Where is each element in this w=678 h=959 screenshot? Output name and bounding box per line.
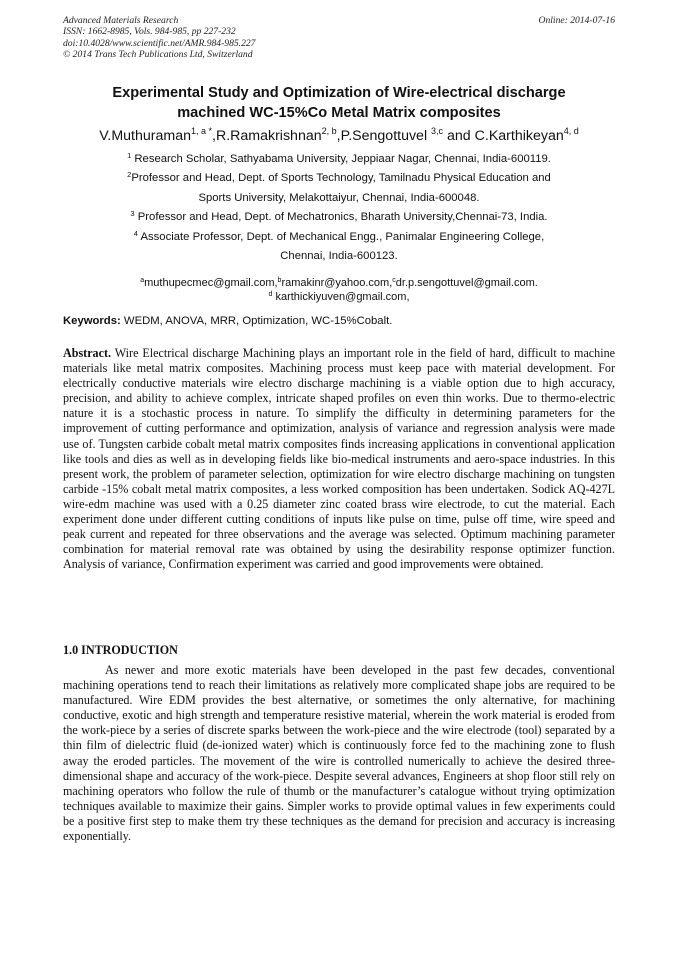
abstract-text: Wire Electrical discharge Machining plays an important role in the field of hard, difficult to machine materials like metal matrix composites. Machining process must keep pace with material development. For electrically conductive materials wire electro discharge machining is a viable option due to high accuracy, precision, and ability to achieve complex, intricate shaped profiles on even thin works. Due to thermo-electric nature it is a stochastic process in nature. To simplify the difficulty in determining parameters for the improvement of cutting performance and optimization, analysis of variance and regression analysis were made use of. Tungsten carbide cobalt metal matrix composites finds increasing applications in conventional application like tools and dies as well as in developing fields like bio-medical instruments and aero-space industries. In this present work, the problem of parameter selection, optimization for wire electro discharge machining on tungsten carbide -15% cobalt metal matrix composites, a less worked composition has been undertaken. Sodick AQ-427L wire-edm machine was used with a 0.25 diameter zinc coated brass wire electrode, to cut the material. Each experiment done under different cutting conditions of inputs like pulse on time, pulse off time, wire speed and peak current and repeated for three observations and the average was selected. Optimum machining parameter combination for material removal rate was obtained by using the desirability response optimizer function. Analysis of variance, Confirmation experiment was carried and good improvements were obtained. — [63, 346, 615, 572]
author-name: P.Sengottuvel — [340, 128, 432, 144]
author-name: C.Karthikeyan — [474, 128, 564, 144]
keywords-label: Keywords: — [63, 315, 121, 327]
journal-doi: doi:10.4028/www.scientific.net/AMR.984-985.227 — [63, 37, 256, 49]
email-link[interactable]: dr.p.sengottuvel@gmail.com. — [395, 277, 538, 289]
email-link[interactable]: karthickiyuven@gmail.com, — [275, 291, 410, 303]
author-sep: , — [212, 128, 216, 144]
author-list — [63, 127, 615, 145]
abstract-label: Abstract. — [63, 346, 112, 360]
online-date: Online: 2014-07-16 — [538, 15, 615, 26]
email-link[interactable]: muthupecmec@gmail.com, — [144, 277, 278, 289]
affiliation-sup: 2 — [127, 170, 132, 180]
title-line-1: Experimental Study and Optimization of Wire-electrical discharge — [112, 85, 566, 101]
affiliation-sup: 4 — [133, 228, 138, 238]
affiliation-sup: 3 — [130, 209, 135, 219]
affiliation-1: $^1$ Research Scholar, Sathyabama University, Jeppiaar Nagar, Chennai, India-600119. — [127, 151, 551, 165]
introduction-paragraph: As newer and more exotic materials have been developed in the past few decades, conventional machining operations tend to reach their limitations as relatively more complicated shape jobs are required to be manufactured. Wire EDM provides the best alternative, or sometimes the only alternative, for machining conductive, exotic and high strength and temperature resistive material, wherein the work material is eroded from the work-piece by a series of discrete sparks between the work-piece and the wire electrode (tool) separated by a thin film of dielectric fluid (de-ionized water) which is continuously force fed to the machining zone to flush away the eroded particles. The movement of the wire is controlled numerically to achieve the desired three-dimensional shape and accuracy of the work-piece. Despite several advances, Engineers at shop floor still rely on machining operators who follow the rule of thumb or the manufacturer’s catalogue without trying optimization techniques available to maximize their gains. Simpler works to provide optimal values in few experiments could be a positive first step to make them try these techniques as the demand for precision and accuracy is increasing exponentially. — [63, 663, 615, 844]
affiliation-4: $^4$ Associate Professor, Dept. of Mechanical Engg., Panimalar Engineering College, — [133, 228, 545, 243]
email-link[interactable]: ramakinr@yahoo.com, — [281, 277, 393, 289]
section-heading: 1.0 INTRODUCTION — [63, 643, 178, 657]
author-sup: 2, b — [321, 126, 337, 136]
author-emails — [63, 276, 615, 304]
affiliations — [63, 150, 615, 266]
affiliation-2-cont: Sports University, Melakottaiyur, Chennai, India-600048. — [198, 191, 480, 204]
email-line-2: $^d$ karthickiyuven@gmail.com, — [268, 291, 410, 303]
affiliation-2: $^2$Professor and Head, Dept. of Sports Technology, Tamilnadu Physical Education and — [127, 170, 551, 185]
author-name: V.Muthuraman — [99, 128, 191, 144]
author-sup: 1, a * — [190, 126, 212, 136]
author-sep: , — [336, 128, 341, 144]
author-sup: 3,c — [431, 126, 444, 136]
journal-header — [63, 15, 255, 61]
author-name: R.Ramakrishnan — [215, 128, 322, 144]
keywords-text: WEDM, ANOVA, MRR, Optimization, WC-15%Cobalt. — [123, 315, 393, 327]
journal-name: Advanced Materials Research — [63, 15, 179, 26]
journal-issn: ISSN: 1662-8985, Vols. 984-985, pp 227-232 — [63, 26, 236, 38]
keywords — [63, 314, 615, 328]
email-line-1: $^a$muthupecmec@gmail.com,$^b$ramakinr@yahoo.com,$^c$dr.p.sengottuvel@gmail.com. — [140, 277, 538, 289]
author-sep: and — [443, 128, 475, 144]
paper-title — [63, 83, 615, 123]
title-line-2: machined WC-15%Co Metal Matrix composites — [177, 105, 501, 121]
author-sup: 4, d — [563, 126, 579, 136]
affiliation-sup: 1 — [127, 151, 132, 160]
journal-copyright: © 2014 Trans Tech Publications Ltd, Switzerland — [63, 49, 253, 61]
affiliation-4-cont: Chennai, India-600123. — [280, 250, 398, 263]
affiliation-3: $^3$ Professor and Head, Dept. of Mechatronics, Bharath University,Chennai-73, India. — [130, 209, 548, 224]
abstract — [63, 346, 615, 572]
